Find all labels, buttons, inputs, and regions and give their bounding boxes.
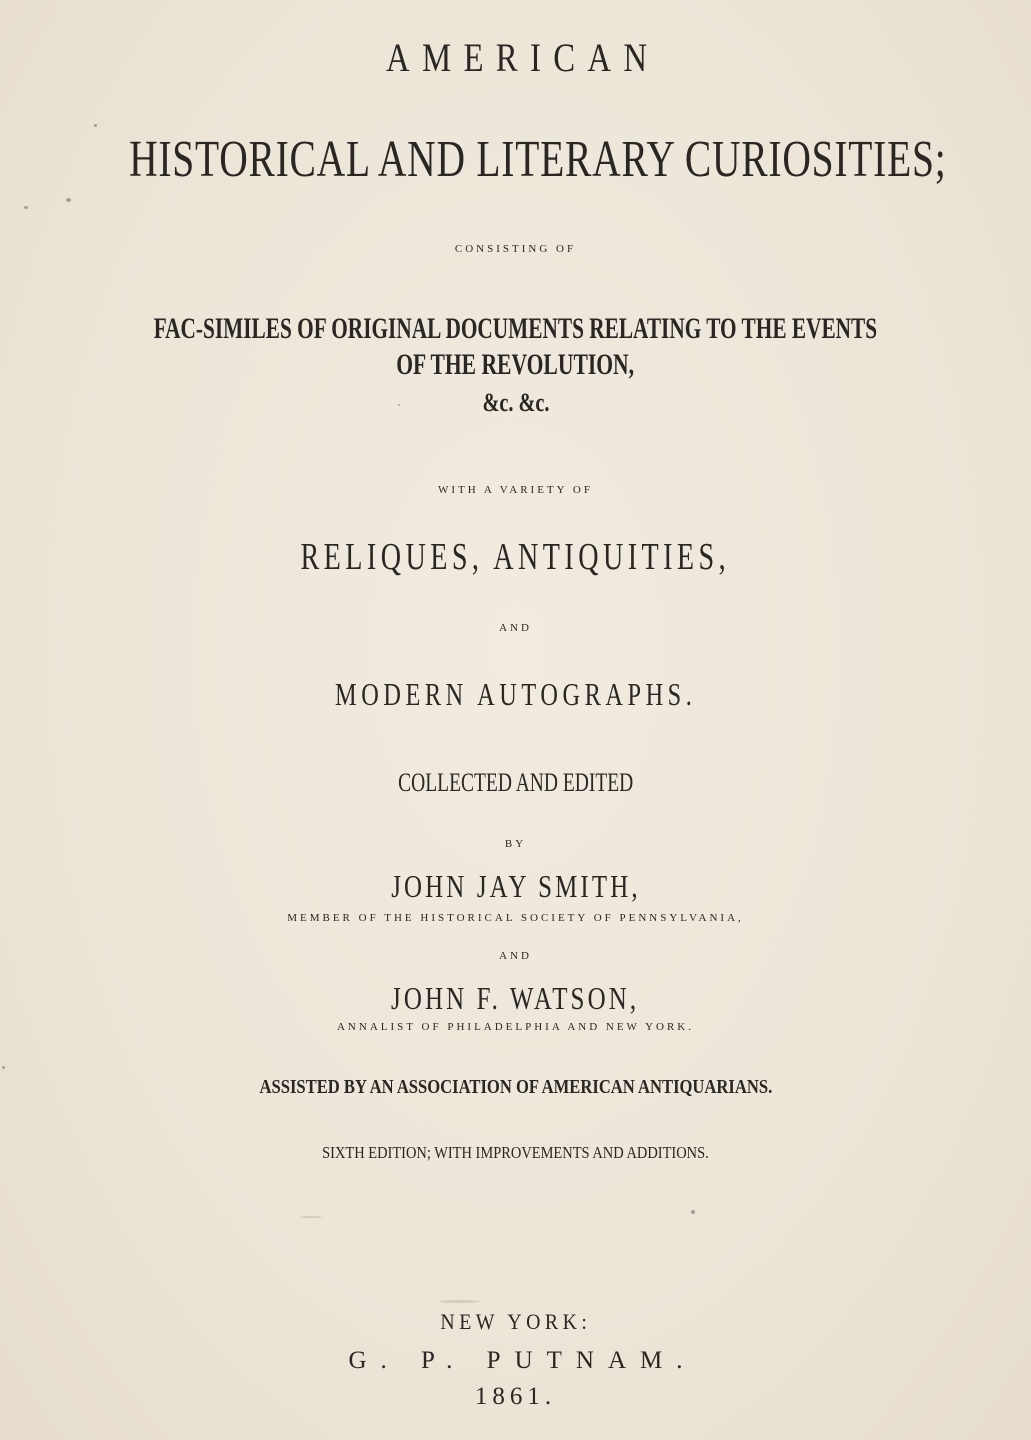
subtitle-line-2: OF THE REVOLUTION, — [396, 348, 635, 381]
paper-speck — [398, 404, 400, 406]
reliques-line: RELIQUES, ANTIQUITIES, — [300, 536, 731, 578]
subtitle-line-1: FAC-SIMILES OF ORIGINAL DOCUMENTS RELATING TO THE EVENTS — [153, 312, 878, 345]
paper-speck — [94, 124, 97, 127]
imprint-year: 1861. — [474, 1383, 557, 1410]
author-2-name: JOHN F. WATSON, — [391, 980, 640, 1016]
author-2-description: ANNALIST OF PHILADELPHIA AND NEW YORK. — [336, 1021, 695, 1033]
and-1: AND — [499, 622, 532, 634]
consisting-of: CONSISTING OF — [454, 243, 577, 255]
paper-speck — [24, 206, 28, 209]
paper-speck — [66, 198, 71, 202]
author-1-description: MEMBER OF THE HISTORICAL SOCIETY OF PENNSYLVANIA, — [287, 912, 744, 924]
paper-speck — [440, 1300, 480, 1303]
modern-autographs: MODERN AUTOGRAPHS. — [334, 676, 697, 712]
paper-speck — [300, 1216, 322, 1218]
edition-line: SIXTH EDITION; WITH IMPROVEMENTS AND ADDITIONS. — [322, 1143, 709, 1162]
with-variety: WITH A VARIETY OF — [438, 484, 593, 496]
and-2: AND — [499, 950, 532, 962]
main-title: HISTORICAL AND LITERARY CURIOSITIES; — [129, 131, 947, 188]
paper-speck — [691, 1210, 695, 1214]
assisted-by: ASSISTED BY AN ASSOCIATION OF AMERICAN ANTIQUARIANS. — [259, 1076, 772, 1098]
imprint-place: NEW YORK: — [439, 1309, 592, 1334]
paper-speck — [2, 1066, 5, 1069]
author-1-name: JOHN JAY SMITH, — [390, 868, 641, 904]
by-label: BY — [504, 838, 527, 850]
heading-american: AMERICAN — [386, 35, 660, 80]
subtitle-line-3: &c. &c. — [481, 388, 550, 417]
imprint-publisher: G. P. PUTNAM. — [348, 1347, 697, 1374]
collected-and-edited: COLLECTED AND EDITED — [397, 768, 634, 797]
